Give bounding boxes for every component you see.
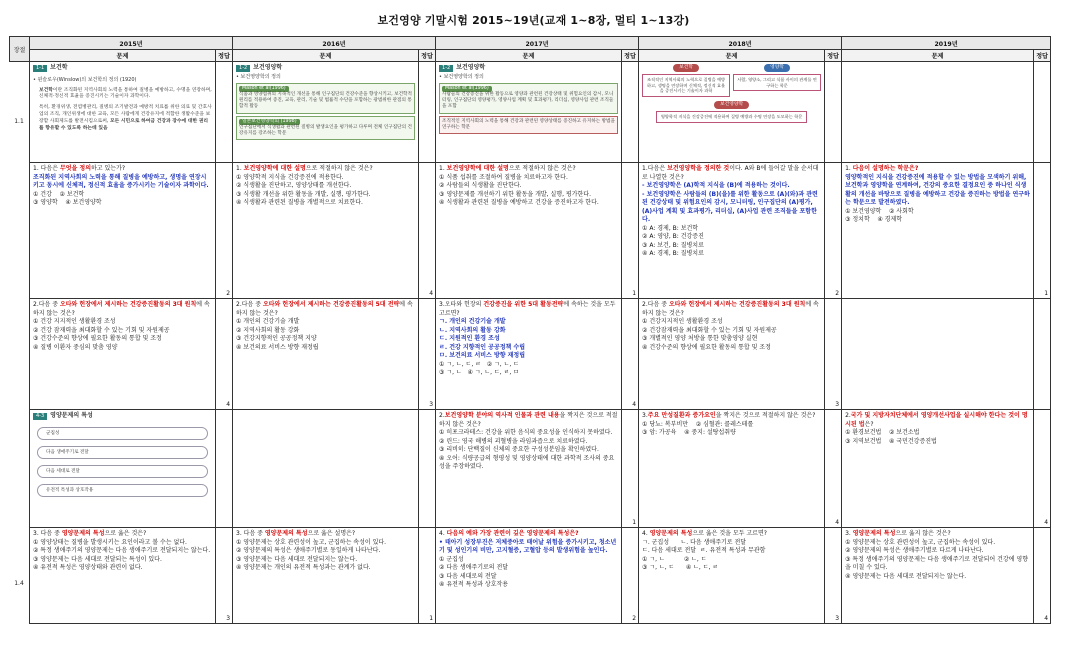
slide-definition: 이란 조직화된 지역사회의 노력을 통하여 질병을 예방하고, 수명을 연장하며, 신체적·정신적 효율을 증진시키는 기술이자 과학이다. bbox=[39, 87, 212, 100]
question-2017-3: 2.보건영양학 분야의 역사적 인물과 관련 내용을 짝지은 것으로 적절하지 않은 것은? ① 히포크라테스: 건강을 위한 음식의 중요성을 인식하지 못하였다. ② 린드: 영국 해병의 괴혈병을 라임과즙으로 치료하였다. ③ 리비히: 단백질이 신체의 중요한 구성성분임을 확인하였다. ④ 오어: 식량공급의 형평성 및 영양상태에 대한 과학적 조사의 중요성을 주장하였다. bbox=[436, 410, 622, 528]
answer-2015-3: 3 bbox=[216, 528, 233, 624]
question-2019-3: 3. 영양문제의 특성으로 옳지 않은 것은? ① 영양문제는 상호 관련성이 높고, 군집하는 속성이 있다. ② 영양문제의 특성은 생애주기별로 다르게 나타난다. ③ 특정 생애주기의 영양문제는 다음 생애주기로 전달되어 건강에 영향을 미칠 수 있다. ④ 영양문제는 다음 세대로 전달되지는 않는다. bbox=[842, 528, 1034, 624]
year-2019: 2019년 bbox=[842, 37, 1051, 50]
trait-pill: 군집성 bbox=[37, 427, 208, 440]
year-2017: 2017년 bbox=[436, 37, 639, 50]
answer-2018-2: 3 bbox=[825, 299, 842, 410]
question-2019-2: 2.국가 및 지방자치단체에서 영양개선사업을 실시해야 한다는 것이 명시된 법은? ① 환경보건법 ② 보건소법 ③ 지역보건법 ④ 국민건강증진법 bbox=[842, 410, 1034, 528]
trait-pill: 다음 세대로 전달 bbox=[37, 465, 208, 478]
answer-2019-2: 4 bbox=[1034, 410, 1051, 528]
answer-2017-4: 2 bbox=[622, 528, 639, 624]
box-text: 조직적인 지역사회의 노력을 통해 건강과 관련된 영양상태를 증진하고 유지하는 방법을 연구하는 학문 bbox=[442, 118, 615, 130]
question-2019-1: 1. 다음이 설명하는 학문은? 영양학적인 지식을 건강증진에 적용할 수 있는 방법을 모색하기 위해, 보건학과 영양학을 연계하여, 건강의 중요한 결정요인 중 하나인 식생활의 개선을 바탕으로 질병을 예방하고 건강을 증진하는 방법을 연구하는 학문으로 발전하였다. ① 보건영양학 ② 사회학 ③ 정치학 ④ 경제학 bbox=[842, 163, 1034, 299]
question-passage: 조직화된 지역사회의 노력을 통해 질병을 예방하고, 생명을 연장시키고 동시에 신체적, 정신적 효율을 증가시키는 기술이자 과학이다. bbox=[33, 173, 209, 190]
answer-2017-1: 1 bbox=[622, 163, 639, 299]
answer-2016-2: 3 bbox=[419, 299, 436, 410]
slide-tag: 1-2 bbox=[236, 65, 250, 72]
slide-2017 bbox=[436, 62, 622, 163]
question-2015-2: 2.다음 중 오타와 헌장에서 제시하는 건강증진활동의 3대 원칙에 속하지 않는 것은? ① 건강 지지적인 생활환경 조성 ② 건강 잠재력을 최대화할 수 있는 기회 및 자원제공 ③ 건강수준의 향상에 필요한 활동의 통합 및 조정 ④ 질병 이환자 중심의 맞춤 영양 bbox=[30, 299, 216, 410]
answer-2015-1: 2 bbox=[216, 163, 233, 299]
definition-box-japan bbox=[236, 116, 415, 141]
definition-box-mason bbox=[236, 83, 415, 114]
exam-table bbox=[29, 36, 1051, 624]
question-2018-4: 4. 영양문제의 특성으로 옳은 것을 모두 고르면? ㄱ. 군집성 ㄴ. 다음 생애주기로 전달 ㄷ. 다음 세대로 전달 ㄹ. 유전적 특성과 무관함 ① ㄱ, ㄴ ② ㄴ, ㄷ ③ ㄱ, ㄴ, ㄷ ④ ㄴ, ㄷ, ㄹ bbox=[639, 528, 825, 624]
question-header: 문제 bbox=[639, 50, 825, 62]
box-text: 식품과 영양섭취의 지속적인 개선을 통해 인구집단의 건강수준을 향상시키고, 보건학적 원리를 적용하여 증진, 교육, 관리, 기술 및 법률적 수단을 포함하는 광범위한 관점의 통합적 활동 bbox=[239, 92, 412, 110]
diagram-text-nutrition: 사람, 영양소, 그리고 식품 사이의 관계를 연구하는 학문 bbox=[733, 74, 821, 91]
slide-term: 보건학 bbox=[39, 87, 53, 93]
answer-2016-1: 4 bbox=[419, 163, 436, 299]
slide-2015 bbox=[30, 62, 216, 163]
question-2016-2: 2.다음 중 오타와 헌장에서 제시하는 건강증진활동의 5대 전략에 속하지 않는 것은? ① 개인의 건강기술 개발 ② 지역사회의 활동 강화 ③ 건강지향적인 공공정책 지양 ④ 보건의료 서비스 방향 재정립 bbox=[233, 299, 419, 410]
box-head: Mason et al(1996) bbox=[239, 86, 289, 92]
slide-bullet: • 보건영양학의 정의 bbox=[236, 73, 281, 80]
answer-2018-1: 2 bbox=[825, 163, 842, 299]
diagram-node-public-nutrition: 보건영양학 bbox=[714, 101, 749, 110]
answer-header: 정답 bbox=[419, 50, 436, 62]
page-title: 보건영양 기말시험 2015~19년(교재 1~8장, 멀티 1~13강) bbox=[377, 14, 690, 27]
slide-2015-nutrition-traits bbox=[30, 410, 216, 528]
slide-2016 bbox=[233, 62, 419, 163]
diagram-node-health: 보건학 bbox=[673, 64, 699, 72]
slide-heading: 영양문제의 특성 bbox=[50, 412, 93, 419]
slide-row bbox=[30, 62, 1051, 163]
trait-pill: 다음 생애주기로 전달 bbox=[37, 446, 208, 459]
answer-2017-2: 4 bbox=[622, 299, 639, 410]
question-2018-2: 2.다음 중 오타와 헌장에서 제시하는 건강증진활동의 3대 원칙에 속하지 않는 것은? ① 건강지지적인 생활환경 조성 ② 건강잠재력을 최대화할 수 있는 기회 및 자원제공 ③ 개별적인 영양 처방을 통한 맞춤영양 실현 ④ 건강수준의 향상에 필요한 활동의 통합 및 조정 bbox=[639, 299, 825, 410]
question-2018-1: 1.다음은 보건영양학을 정의한 것이다. A와 B에 들어갈 말을 순서대로 나열한 것은? - 보건영양학은 (A)학적 지식을 (B)에 적용하는 것이다. - 보건영양학은 사람들의 (B)(을)를 위한 활동으로 (A)(와)과 관련된 건강상태 및 위험요인의 감시, 모니터링, 인구집단의 (A)평가, (A)사업 계획 및 효과평가, 리더십, (A)사업 관련 조직들을 포함한다. ① A: 경제, B: 보건학 ② A: 영양, B: 건강증진 ③ A: 보건, B: 질병치료 ④ A: 경제, B: 질병치료 bbox=[639, 163, 825, 299]
question-header: 문제 bbox=[436, 50, 622, 62]
question-header: 문제 bbox=[842, 50, 1034, 62]
question-row-2 bbox=[30, 299, 1051, 410]
sub-header-row bbox=[30, 50, 1051, 62]
answer-header: 정답 bbox=[825, 50, 842, 62]
diagram-text-health: 조직적인 지역사회의 노력으로 질병을 예방하고, 생명을 연장하며 신체적, 정신적 효율을 증진시키는 기술이자 과학 bbox=[642, 74, 730, 96]
box-head: Mason et al(1996) bbox=[442, 86, 492, 92]
slide-tag: 1-1 bbox=[33, 65, 47, 72]
definition-box-mason bbox=[439, 83, 618, 114]
box-text: 사람들의 건강증진을 위한 활동으로 영양과 관련된 건강상태 및 위험요인의 감시, 모니터링, 인구집단의 영양평가, 영양사업 계획 및 효과평가, 리더십, 영양사업 관련 조직들을 포함 bbox=[442, 92, 614, 110]
answer-2018-4: 3 bbox=[825, 528, 842, 624]
slide-bullet: • 보건영양학의 정의 bbox=[439, 73, 484, 80]
chapter-label-1-4: 1.4 bbox=[14, 580, 24, 587]
slide-heading: 보건영양학 bbox=[456, 64, 486, 71]
question-2016-3: 3. 다음 중 영양문제의 특성으로 옳은 설명은? ① 영양문제는 상호 관련성이 높고, 군집하는 속성이 있다. ② 영양문제의 특성은 생애주기별로 동일하게 나타난다. ③ 영양문제는 다음 세대로 전달되지는 않는다. ④ 영양문제는 개인의 유전적 특성과는 관계가 없다. bbox=[233, 528, 419, 624]
question-row-1 bbox=[30, 163, 1051, 299]
answer-2018-3: 4 bbox=[825, 410, 842, 528]
answer-2019-1: 1 bbox=[1034, 163, 1051, 299]
answer-2015-2: 4 bbox=[216, 299, 233, 410]
question-2017-1: 1. 보건영양학에 대한 설명으로 적절하지 않은 것은? ① 식품 섭취를 조절하여 질병을 치료하고자 한다. ② 사람들의 식생활을 진단한다. ③ 영양문제를 개선하기 위한 활동을 개발, 실행, 평가한다. ④ 식생활과 관련된 질병을 예방하고 건강을 증진하고자 한다. bbox=[436, 163, 622, 299]
answer-2017-3: 1 bbox=[622, 410, 639, 528]
question-2017-4: 4. 다음의 예와 가장 관련이 깊은 영양문제의 특성은? • 태아기 성장부진은 저체중아로 태어날 위험을 증가시키고, 청소년기 및 성인기의 비만, 고지혈증, 고혈압 등의 발생위험을 높인다. ① 군집성 ② 다음 생애주기로의 전달 ③ 다음 세대로의 전달 ④ 유전적 특성과 상호작용 bbox=[436, 528, 622, 624]
question-2017-2: 3.오타와 헌장의 건강증진을 위한 5대 활동전략에 속하는 것을 모두 고르면? ㄱ. 개인의 건강기술 개발 ㄴ. 지역사회의 활동 강화 ㄷ. 지원적인 환경 조성 ㄹ. 건강 지향적인 공공정책 수립 ㅁ. 보건의료 서비스 방향 재정립 ① ㄱ, ㄴ, ㄷ, ㄹ ② ㄱ, ㄴ, ㄷ ③ ㄱ, ㄴ ④ ㄱ, ㄴ, ㄷ, ㄹ, ㅁ bbox=[436, 299, 622, 410]
question-2015-1: 1. 다음은 무엇을 정의하고 있는가? 조직화된 지역사회의 노력을 통해 질병을 예방하고, 생명을 연장시키고 동시에 신체적, 정신적 효율을 증가시키는 기술이자 과학이다. ① 건강 ② 보건학 ③ 영양학 ④ 보건영양학 bbox=[30, 163, 216, 299]
box-text: 인구집단에서 식생활과 관련된 질병의 발생요인을 평가하고 다루며 전체 인구집단의 건강유지를 강조하는 학문 bbox=[239, 125, 412, 137]
box-head: 일본보건영양학회 (1998) bbox=[239, 119, 300, 125]
question-2016-1: 1. 보건영양학에 대한 설명으로 적절하지 않은 것은? ① 영양학적 지식을 건강증진에 적용한다. ② 식생활을 진단하고, 영양상태를 개선한다. ③ 식생활 개선을 위한 활동을 개발, 실행, 평가한다. ④ 식생활과 관련된 질병을 개별적으로 치료한다. bbox=[233, 163, 419, 299]
answer-header: 정답 bbox=[216, 50, 233, 62]
slide-heading: 보건학 bbox=[50, 64, 68, 71]
question-header: 문제 bbox=[30, 50, 216, 62]
slide-bullet: • 윈슬로우(Winslow)의 보건학의 정의 (1920) bbox=[33, 76, 137, 83]
slide-detail-bold: 모든 시민으로 하여금 건강과 장수에 대한 권리를 향유할 수 있도록 하는데 있음 bbox=[39, 118, 209, 131]
diagram-node-nutrition: 영양학 bbox=[764, 64, 790, 72]
answer-header: 정답 bbox=[622, 50, 639, 62]
diagram-text-public-nutrition: 영양학적 지식을 건강증진에 적용하여 질병 예방과 수명 연장을 도모하는 학문 bbox=[656, 111, 807, 123]
slide-detail: 특히, 환경위생, 전염병관리, 질병의 조기발견과 예방적 치료를 위한 의료 및 간호사업의 조직, 개인위생에 대한 교육, 모든 사람에게 건강유지에 적합한 생활수준을 보장할 사회제도를 발전시킴으로써, bbox=[39, 105, 212, 124]
year-2015: 2015년 bbox=[30, 37, 233, 50]
slide-2018-diagram bbox=[639, 62, 825, 163]
slide-tag: 1-2 bbox=[439, 65, 453, 72]
question-row-4 bbox=[30, 528, 1051, 624]
chapter-column-header: 장절 bbox=[9, 36, 29, 62]
chapter-label-1-1: 1.1 bbox=[14, 118, 24, 125]
year-2018: 2018년 bbox=[639, 37, 842, 50]
slide-tag: 4-3 bbox=[33, 413, 47, 420]
slide-heading: 보건영양학 bbox=[253, 64, 283, 71]
year-2016: 2016년 bbox=[233, 37, 436, 50]
year-header-row bbox=[30, 37, 1051, 50]
answer-2016-3: 1 bbox=[419, 528, 436, 624]
question-header: 문제 bbox=[233, 50, 419, 62]
definition-box-alt bbox=[439, 116, 618, 134]
question-2015-3: 3. 다음 중 영양문제의 특성으로 옳은 것은? ① 영양상태는 질병을 발생시키는 요인이라고 볼 수는 없다. ② 특정 생애주기의 영양문제는 다음 생애주기로 전달되지는 않는다. ③ 영양문제는 다음 세대로 전달되는 특성이 있다. ④ 유전적 특성은 영양상태와 관련이 없다. bbox=[30, 528, 216, 624]
question-row-3 bbox=[30, 410, 1051, 528]
answer-2019-3: 4 bbox=[1034, 528, 1051, 624]
answer-header: 정답 bbox=[1034, 50, 1051, 62]
trait-pill: 유전적 특성과 상호작용 bbox=[37, 484, 208, 497]
question-2018-3: 3.주요 만성질환과 증가요인을 짝지은 것으로 적절하지 않은 것은? ① 당뇨: 복부비만 ② 심혈관: 콜레스테롤 ③ 암: 가공육 ④ 중지: 설탕섭취량 bbox=[639, 410, 825, 528]
